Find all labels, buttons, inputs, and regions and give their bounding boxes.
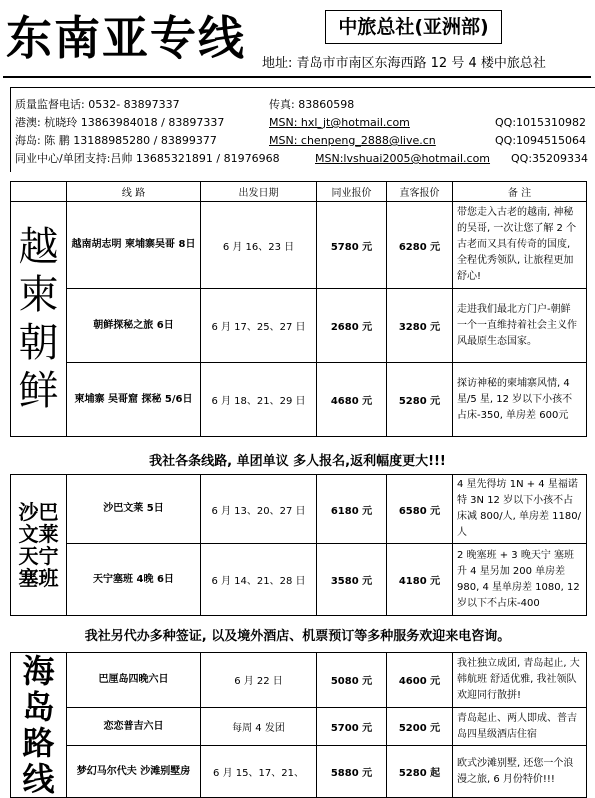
page-title: 东南亚专线 [6,11,246,65]
route-table-sabah-saipan [10,474,587,616]
table-row: 梦幻马尔代夫 沙滩别墅房 6 月 15、17、21、 5880 元 5280 起 欧式沙滩别墅, 还您一个浪漫之旅, 6 月份特价!!! [11,746,587,798]
route-table-vietnam-cambodia-korea [10,181,587,437]
table-header [11,182,587,202]
route-table-islands [10,652,587,798]
col-direct-price: 直客报价 [387,182,453,202]
table-row: 天宁塞班 4晚 6日 6 月 14、21、28 日 3580 元 4180 元 2 晚塞班 + 3 晚天宁 塞班升 4 星另加 200 单房差 980, 4 星单房差 1080, 12 岁以下不占床-400 [11,544,587,616]
service-banner: 我社另代办多种签证, 以及境外酒店、机票预订等多种服务欢迎来电咨询。 [84,629,511,644]
address: 地址: 青岛市市南区东海西路 12 号 4 楼中旅总社 [262,56,546,71]
msn-link[interactable]: MSN:lvshuai2005@hotmail.com [315,152,491,165]
col-trade-price: 同业报价 [317,182,387,202]
msn-link[interactable]: MSN: hxl_jt@hotmail.com [269,116,410,129]
header-divider [3,76,591,78]
table-row: 朝鲜探秘之旅 6日 6 月 17、25、27 日 2680 元 3280 元 走进我们最北方门户-朝鲜 一个一直维持着社会主义作风最原生态国家。 [11,289,587,363]
section-label: 越柬 朝鲜 [11,202,67,437]
msn-link[interactable]: MSN: chenpeng_2888@live.cn [269,134,436,147]
col-note: 备 注 [453,182,587,202]
table-row: 恋恋普吉六日 每周 4 发团 5700 元 5200 元 青岛起止、两人即成、普吉岛四星级酒店住宿 [11,707,587,745]
section-label: 沙巴文莱 天宁塞班 [11,475,67,616]
table-row: 越柬 朝鲜 越南胡志明 柬埔寨吴哥 8日 6 月 16、23 日 5780 元 6280 元 带您走入古老的越南, 神秘的吴哥, 一次让您了解 2 个古老而又具有传奇的国度, 全程优秀领队, 让旅程更加舒心! [11,202,587,289]
contact-block: 质量监督电话: 0532- 83897337 传真: 83860598 港澳: 杭晓玲 13863984018 / 83897337 MSN: hxl_jt@hotmail.com QQ:1015310982 海岛: 陈 鹏 13188985280 / 83899377 MSN: chenpeng_2888@live.cn QQ:1094515064 同业中心/单团支持:吕帅 13685321891 / 81976968 MSN:lvshuai2005@hotmail.com QQ:35209334 [10,87,595,172]
table-row: 海岛路线 巴厘岛四晚六日 6 月 22 日 5080 元 4600 元 我社独立成团, 青岛起止, 大韩航班 舒适优雅, 我社领队欢迎同行散拼! [11,653,587,708]
col-route: 线 路 [67,182,201,202]
col-date: 出发日期 [201,182,317,202]
table-row: 柬埔寨 吴哥窟 探秘 5/6日 6 月 18、21、29 日 4680 元 5280 元 探访神秘的柬埔寨风情, 4 星/5 星, 12 岁以下小孩不占床-350, 单房差 600元 [11,363,587,437]
agency-name: 中旅总社(亚洲部) [325,10,502,44]
table-row: 沙巴文莱 天宁塞班 沙巴文莱 5日 6 月 13、20、27 日 6180 元 6580 元 4 星先得坊 1N + 4 星福诺特 3N 12 岁以下小孩不占床减 800/人, 单房差 1180/人 [11,475,587,544]
section-label: 海岛路线 [11,653,67,798]
promo-banner: 我社各条线路, 单团单议 多人报名,返利幅度更大!!! [149,454,446,469]
